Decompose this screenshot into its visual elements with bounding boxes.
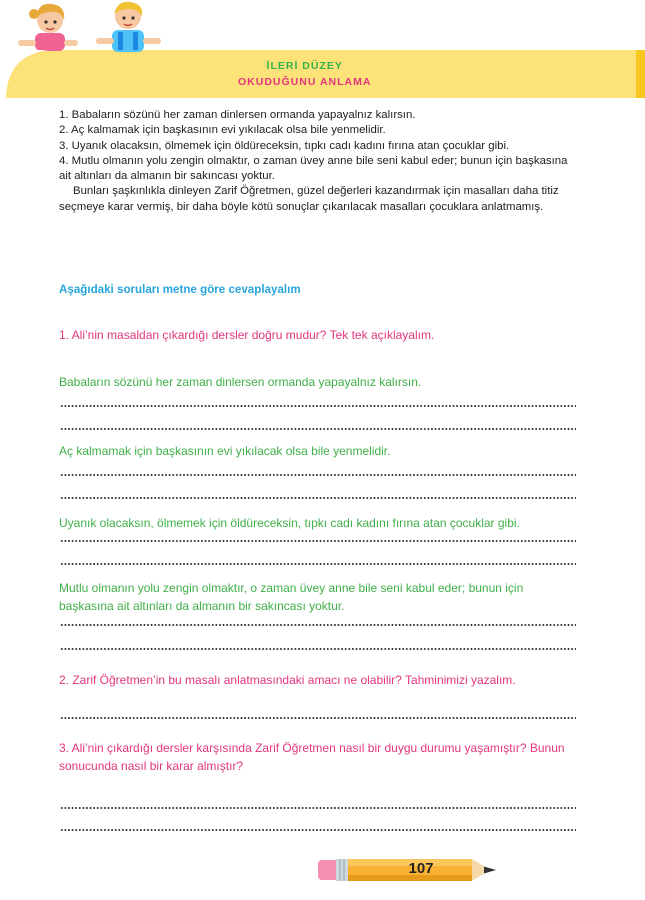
header-corner [0, 50, 60, 100]
answer-line[interactable] [60, 807, 576, 809]
answer-line[interactable] [60, 428, 576, 430]
question-3: 3. Ali’nin çıkardığı dersler karşısında Zarif Öğretmen nasıl bir duygu durumu yaşamıştır? Bunun sonucunda nasıl bir karar almıştır? [59, 741, 565, 773]
children-illustration [0, 0, 170, 56]
q1-item-4: Mutlu olmanın yolu zengin olmaktır, o zaman üvey anne bile seni kabul eder; bunun için başkasına ait altınları da almanın bir sakıncası yoktur. [59, 581, 524, 613]
page-title [238, 58, 371, 90]
story-line: 4. Mutlu olmanın yolu zengin olmaktır, o zaman üvey anne bile seni kabul eder; bunun için başkasına ait altınları da almanın bir sakıncası yoktur. [59, 154, 568, 183]
q1-item-2: Aç kalmamak için başkasının evi yıkılacak olsa bile yenmelidir. [59, 444, 391, 458]
q1-item-1: Babaların sözünü her zaman dinlersen ormanda yapayalnız kalırsın. [59, 375, 422, 389]
header-band-stripe [636, 50, 645, 98]
story-text [59, 108, 581, 215]
answer-line[interactable] [60, 497, 576, 499]
page-number: 107 [408, 860, 434, 877]
question-1: 1. Ali’nin masaldan çıkardığı dersler doğru mudur? Tek tek açıklayalım. [59, 328, 435, 342]
answer-line[interactable] [60, 829, 576, 831]
answer-line[interactable] [60, 648, 576, 650]
q1-item-3: Uyanık olacaksın, ölmemek için öldüreceksin, tıpkı cadı kadını fırına atan çocuklar gibi. [59, 516, 520, 530]
answer-line[interactable] [60, 624, 576, 626]
title-line-1: İLERİ DÜZEY [266, 60, 343, 72]
instructions-heading: Aşağıdaki soruları metne göre cevaplayalım [59, 283, 301, 296]
title-line-2: OKUDUĞUNU ANLAMA [238, 76, 372, 88]
story-line: 1. Babaların sözünü her zaman dinlersen ormanda yapayalnız kalırsın. [59, 109, 416, 121]
answer-line[interactable] [60, 717, 576, 719]
answer-line[interactable] [60, 540, 576, 542]
story-closing: Bunları şaşkınlıkla dinleyen Zarif Öğretmen, güzel değerleri kazandırmak için masalları daha titiz seçmeye karar vermiş, bir daha böyle kötü sonuçlar çıkarılacak masalları çocuklara anlatmamış. [59, 185, 559, 213]
answer-line[interactable] [60, 474, 576, 476]
answer-line[interactable] [60, 405, 576, 407]
question-2: 2. Zarif Öğretmen’in bu masalı anlatmasındaki amacı ne olabilir? Tahminimizi yazalım. [59, 673, 516, 687]
story-line: 2. Aç kalmamak için başkasının evi yıkılacak olsa bile yenmelidir. [59, 124, 386, 137]
story-line: 3. Uyanık olacaksın, ölmemek için öldüreceksin, tıpkı cadı kadını fırına atan çocuklar gibi. [59, 139, 510, 152]
answer-line[interactable] [60, 563, 576, 565]
